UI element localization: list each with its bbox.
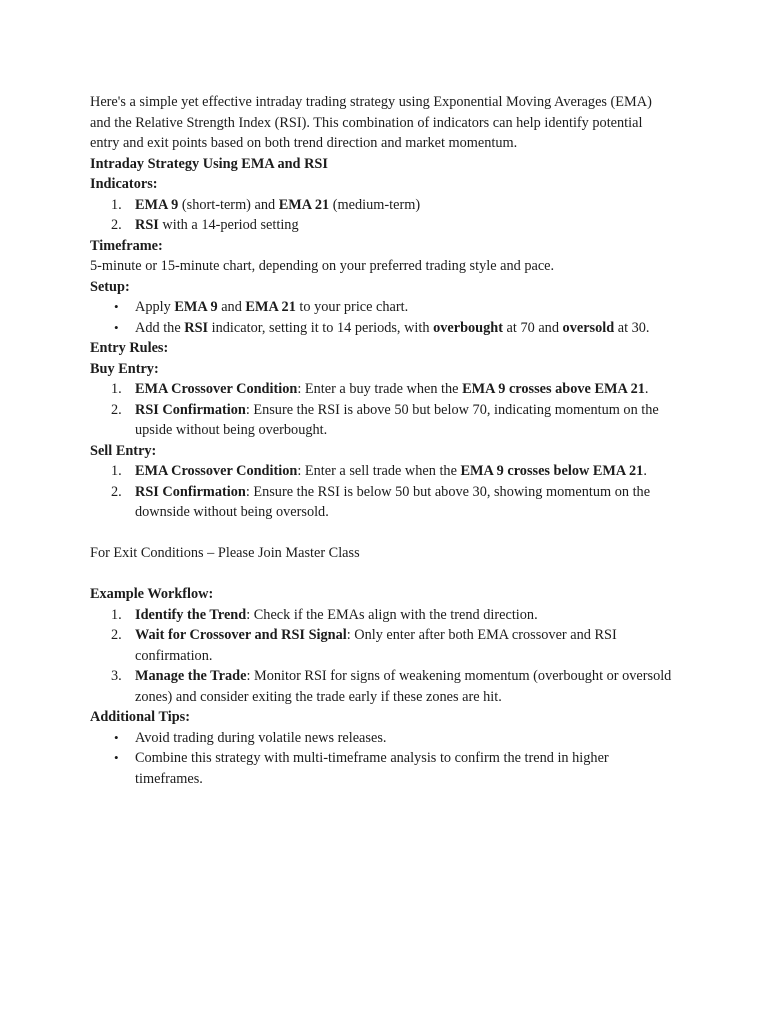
timeframe-text: 5-minute or 15-minute chart, depending on your preferred trading style and pace. bbox=[90, 258, 555, 274]
bold-term: EMA 9 bbox=[174, 299, 218, 315]
bold-term: RSI bbox=[184, 319, 209, 336]
bold-term: Manage the Trade bbox=[135, 668, 247, 684]
intro-paragraph: Here's a simple yet effective intraday trading strategy using Exponential Moving Averages (EMA) and the Relative Strength Index (RSI). This combination of indicators can help identify potential entry and exit points based on both trend direction and market momentum. bbox=[90, 94, 652, 151]
list-item bbox=[90, 748, 675, 789]
list-item bbox=[90, 461, 675, 482]
item-text: : Enter a sell trade when the bbox=[297, 463, 461, 479]
sell-entry-heading: Sell Entry: bbox=[90, 442, 157, 459]
list-number: 1. bbox=[111, 196, 122, 213]
setup-list bbox=[90, 297, 675, 338]
indicators-list bbox=[90, 195, 675, 236]
item-text: Add the bbox=[135, 319, 185, 336]
item-text: (medium-term) bbox=[329, 196, 421, 213]
item-text: at 30. bbox=[614, 319, 650, 336]
item-text: : Monitor RSI for signs of weakening momentum (overbought or oversold zones) and consider exiting the trade early if these zones are hit. bbox=[135, 668, 672, 705]
document-title: Intraday Strategy Using EMA and RSI bbox=[90, 155, 328, 172]
workflow-list bbox=[90, 605, 675, 708]
exit-conditions-note: For Exit Conditions – Please Join Master Class bbox=[90, 545, 360, 561]
tips-heading: Additional Tips: bbox=[90, 709, 190, 725]
item-text: with a 14-period setting bbox=[158, 217, 299, 233]
list-item bbox=[90, 482, 675, 523]
list-number: 2. bbox=[111, 627, 122, 643]
timeframe-heading: Timeframe: bbox=[90, 237, 163, 254]
list-item bbox=[90, 666, 675, 707]
item-text: Apply bbox=[135, 299, 175, 315]
item-text: and bbox=[217, 299, 246, 315]
bullet-icon: • bbox=[114, 299, 119, 314]
bullet-icon: • bbox=[114, 319, 119, 335]
list-number: 1. bbox=[111, 463, 122, 479]
tips-list bbox=[90, 728, 675, 790]
item-text: (short-term) and bbox=[178, 196, 279, 213]
list-item bbox=[90, 318, 675, 339]
bold-term: Wait for Crossover and RSI Signal bbox=[135, 627, 347, 643]
list-number: 2. bbox=[111, 217, 122, 233]
bold-term: overbought bbox=[433, 319, 503, 336]
item-text: : Check if the EMAs align with the trend direction. bbox=[246, 606, 538, 623]
entry-rules-heading: Entry Rules: bbox=[90, 340, 169, 356]
item-text: : Enter a buy trade when the bbox=[297, 381, 463, 397]
bold-term: Identify the Trend bbox=[135, 606, 247, 623]
bold-term: RSI Confirmation bbox=[135, 401, 246, 418]
item-text: . bbox=[643, 463, 647, 479]
item-text: . bbox=[644, 381, 649, 397]
list-item bbox=[90, 215, 675, 236]
list-item bbox=[90, 625, 675, 666]
item-text: : Ensure the RSI is below 50 but above 30, showing momentum on the downside without being oversold. bbox=[135, 483, 651, 520]
list-number: 2. bbox=[111, 401, 122, 418]
list-item bbox=[90, 297, 675, 318]
spacer bbox=[90, 564, 675, 585]
buy-entry-list bbox=[90, 379, 675, 441]
spacer bbox=[90, 523, 675, 544]
bold-term: EMA 21 bbox=[245, 299, 296, 315]
document-page bbox=[90, 92, 675, 789]
list-item bbox=[90, 195, 675, 216]
item-text: : Only enter after both EMA crossover and RSI confirmation. bbox=[135, 627, 617, 664]
bullet-icon: • bbox=[114, 750, 119, 765]
bold-term: EMA Crossover Condition bbox=[135, 463, 298, 479]
bold-term: EMA Crossover Condition bbox=[135, 381, 298, 397]
bold-term: RSI bbox=[135, 217, 159, 233]
list-number: 2. bbox=[111, 483, 122, 500]
list-item bbox=[90, 605, 675, 626]
list-item bbox=[90, 379, 675, 400]
item-text: indicator, setting it to 14 periods, with bbox=[208, 319, 434, 336]
setup-heading: Setup: bbox=[90, 278, 130, 295]
bold-term: EMA 9 bbox=[135, 196, 179, 213]
list-item bbox=[90, 400, 675, 441]
bold-term: EMA 9 crosses below EMA 21 bbox=[460, 463, 644, 479]
buy-entry-heading: Buy Entry: bbox=[90, 360, 159, 377]
bullet-icon: • bbox=[114, 729, 119, 745]
indicators-heading: Indicators: bbox=[90, 176, 158, 192]
list-number: 3. bbox=[111, 668, 122, 684]
item-text: Avoid trading during volatile news releases. bbox=[135, 729, 387, 746]
bold-term: EMA 21 bbox=[278, 196, 330, 213]
item-text: : Ensure the RSI is above 50 but below 70, indicating momentum on the upside without being overbought. bbox=[135, 401, 659, 438]
item-text: to your price chart. bbox=[295, 299, 409, 315]
bold-term: oversold bbox=[562, 319, 615, 336]
bold-term: RSI Confirmation bbox=[135, 483, 246, 500]
list-number: 1. bbox=[111, 606, 122, 623]
sell-entry-list bbox=[90, 461, 675, 523]
list-item bbox=[90, 728, 675, 749]
item-text: Combine this strategy with multi-timeframe analysis to confirm the trend in higher timeframes. bbox=[135, 750, 609, 787]
item-text: at 70 and bbox=[502, 319, 563, 336]
list-number: 1. bbox=[111, 381, 122, 397]
workflow-heading: Example Workflow: bbox=[90, 586, 214, 602]
bold-term: EMA 9 crosses above EMA 21 bbox=[462, 381, 645, 397]
